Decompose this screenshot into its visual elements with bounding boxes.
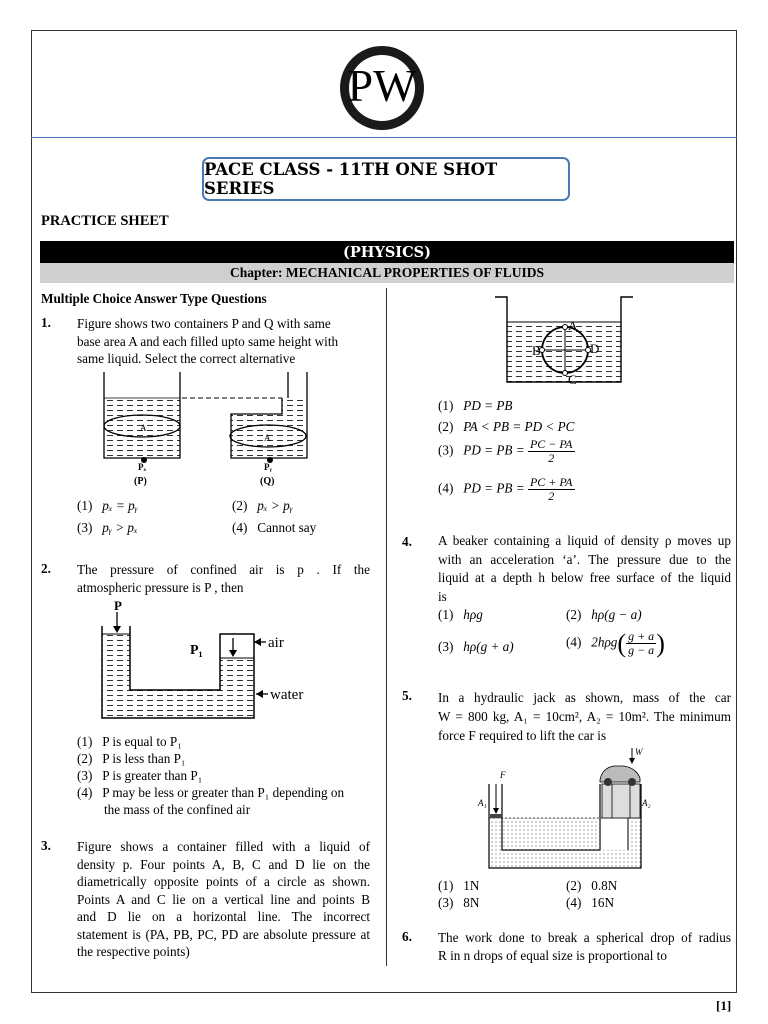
q1-fig-q: (Q) bbox=[260, 476, 275, 487]
q4-option-1: (1) hρg bbox=[438, 607, 483, 622]
q2-fig-air: air bbox=[268, 635, 284, 651]
q4-option-4-fraction: $\frac{g + a}{g - a}$ bbox=[628, 629, 655, 657]
q5-fig-a1: A₁ bbox=[478, 798, 487, 808]
q3-fig-d: D bbox=[590, 341, 600, 356]
q3-option-3-fraction: $\frac{PC - PA}{2}$ bbox=[529, 437, 573, 465]
q4-option-3: (3) hρ(g + a) bbox=[438, 639, 514, 654]
q2-option-2: (2) P is less than P₁ bbox=[77, 751, 186, 766]
q1-fig-a-label-2: A bbox=[264, 433, 271, 443]
q5-option-1: (1) 1N bbox=[438, 878, 480, 893]
page-number: [1] bbox=[716, 998, 732, 1013]
q1-text: Figure shows two containers P and Q with same base area A and each filled upto same height with same liquid. Select the correct alternative bbox=[77, 316, 339, 366]
q3-option-4: (4) PD = PB = $\frac{PC + PA}{2}$ bbox=[438, 475, 573, 503]
q2-fig-p: P bbox=[114, 598, 122, 613]
q2-option-1: (1) P is equal to P₁ bbox=[77, 734, 182, 749]
q2-text: The pressure of confined air is p . If the atmospheric pressure is P , then bbox=[77, 562, 370, 595]
q2-number: 2. bbox=[41, 561, 51, 576]
q4-option-4: (4) 2hρg( $\frac{g + a}{g - a}$ ) bbox=[566, 628, 665, 658]
q3-option-3: (3) PD = PB = $\frac{PC - PA}{2}$ bbox=[438, 437, 573, 465]
q1-fig-py: Pᵧ bbox=[264, 462, 273, 472]
q2-fig-water: water bbox=[270, 687, 304, 703]
chapter-bar bbox=[40, 263, 734, 283]
chapter-label: Chapter: bbox=[229, 265, 283, 280]
q4-text: A beaker containing a liquid of density ρ moves up with an acceleration ‘a’. The pressure due to the liquid at a depth h below free surface of the liquid is bbox=[438, 533, 731, 604]
q3-figure bbox=[495, 294, 635, 388]
q1-number: 1. bbox=[41, 315, 51, 330]
q1-option-1: (1) pₓ = pᵧ bbox=[77, 498, 138, 513]
q5-option-3: (3) 8N bbox=[438, 895, 480, 910]
q1-option-4: (4) Cannot say bbox=[232, 520, 317, 535]
header-rule bbox=[31, 137, 737, 138]
q4-number: 4. bbox=[402, 534, 412, 549]
q1-option-2: (2) pₓ > pᵧ bbox=[232, 498, 293, 513]
q3-option-2: (2) PA < PB = PD < PC bbox=[438, 419, 575, 434]
chapter-name: MECHANICAL PROPERTIES OF FLUIDS bbox=[285, 265, 545, 280]
q3-fig-b: B bbox=[532, 343, 541, 358]
q5-text: In a hydraulic jack as shown, mass of the car W = 800 kg, A₁ = 10cm², A₂ = 10m². The minimum force F required to lift the car is bbox=[438, 690, 731, 743]
subject-bar: (PHYSICS) bbox=[40, 241, 734, 263]
pw-logo bbox=[338, 44, 426, 132]
q1-option-3: (3) pᵧ > pₓ bbox=[77, 520, 138, 535]
q1-fig-a-label-1: A bbox=[140, 423, 147, 433]
q5-option-2: (2) 0.8N bbox=[566, 878, 618, 893]
q1-figure bbox=[96, 368, 328, 490]
q2-option-4: (4) P may be less or greater than P₁ depending on bbox=[77, 785, 345, 800]
q1-fig-p: (P) bbox=[134, 476, 147, 487]
q6-text: The work done to break a spherical drop of radius R in n drops of equal size is proportional to bbox=[438, 930, 731, 963]
q3-option-1: (1) PD = PB bbox=[438, 398, 513, 413]
q3-fig-a: A bbox=[568, 318, 578, 333]
q2-option-4-cont: the mass of the confined air bbox=[104, 802, 251, 817]
q1-fig-px: Pₓ bbox=[138, 462, 147, 472]
q5-fig-f: F bbox=[500, 770, 506, 780]
q3-fig-c: C bbox=[568, 372, 577, 387]
page-title: PACE CLASS - 11TH ONE SHOT SERIES bbox=[202, 157, 570, 201]
column-divider bbox=[386, 288, 387, 966]
practice-sheet-label: PRACTICE SHEET bbox=[41, 213, 169, 229]
q6-number: 6. bbox=[402, 929, 412, 944]
q2-option-3: (3) P is greater than P₁ bbox=[77, 768, 203, 783]
q5-fig-w: W bbox=[635, 747, 643, 757]
section-heading: Multiple Choice Answer Type Questions bbox=[41, 291, 267, 306]
q5-figure bbox=[474, 744, 658, 874]
q5-fig-a2: A₂ bbox=[642, 798, 651, 808]
q4-option-2: (2) hρ(g − a) bbox=[566, 607, 642, 622]
q3-number: 3. bbox=[41, 838, 51, 853]
q3-option-4-fraction: $\frac{PC + PA}{2}$ bbox=[529, 475, 573, 503]
q2-fig-p1: P₁ bbox=[190, 643, 203, 658]
q5-number: 5. bbox=[402, 688, 412, 703]
q3-text: Figure shows a container filled with a liquid of density p. Four points A, B, C and D lie on the diametrically opposite points of a circle as shown. Points A and C lie on a vertical line and points B and D lie on a horizontal line. The incorrect statement is (PA, PB, PC, PD are absolute pressure at the respective points) bbox=[77, 839, 370, 959]
q2-figure bbox=[96, 598, 328, 726]
q5-option-4: (4) 16N bbox=[566, 895, 614, 910]
logo-text: PW bbox=[347, 60, 417, 111]
